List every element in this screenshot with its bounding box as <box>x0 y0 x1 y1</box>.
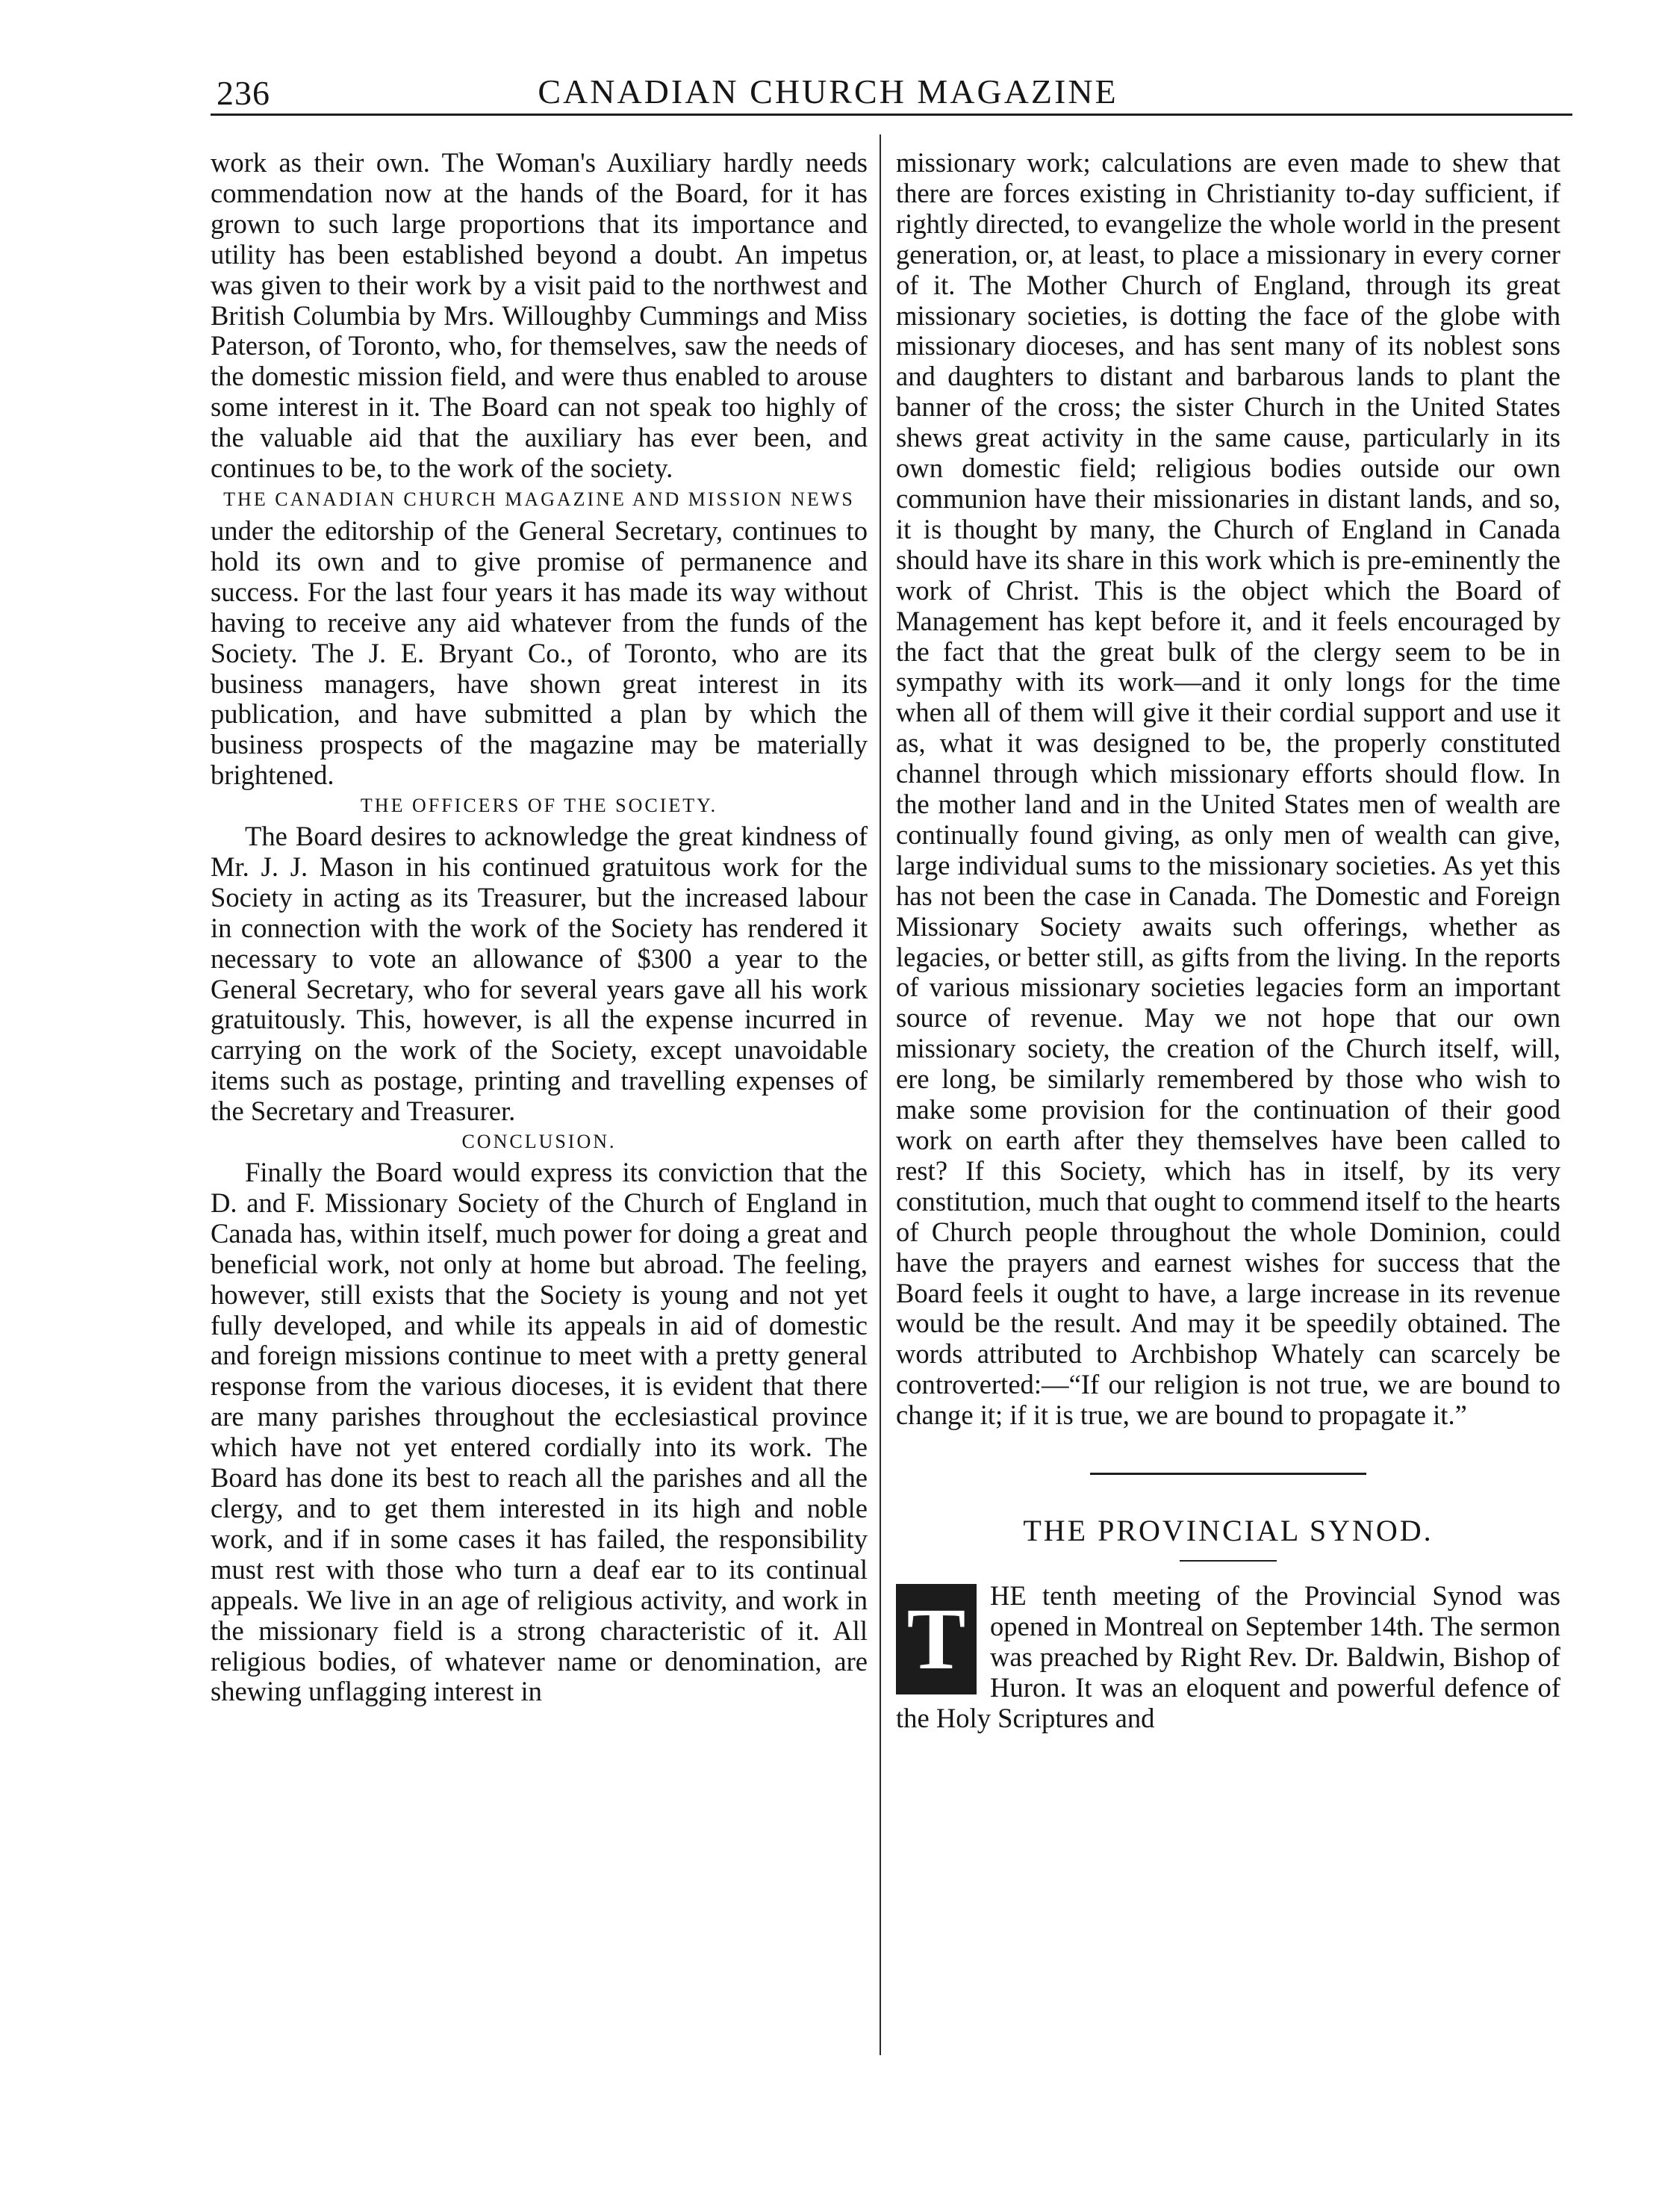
page-header <box>0 67 1656 134</box>
header-rule <box>211 114 1572 116</box>
ornamental-drop-cap: T <box>896 1584 977 1694</box>
paragraph-missionary-work: missionary work; calculations are even made to shew that there are forces existing in Christianity to-day sufficient, if rightly directed, to evangelize the whole world in the present generation, or, at least, to place a missionary in every corner of it. The Mother Church of England, through its great missionary societies, is dotting the face of the globe with missionary dioceses, and has sent many of its noblest sons and daughters to distant and barbarous lands to plant the banner of the cross; the sister Church in the United States shews great activity in the same cause, particularly in its own domestic field; religious bodies outside our own communion have their missionaries in distant lands, and so, it is thought by many, the Church of England in Canada should have its share in this work which is pre-eminently the work of Christ. This is the object which the Board of Management has kept before it, and it feels encouraged by the fact that the great bulk of the clergy seem to be in sympathy with its work—and it only longs for the time when all of them will give it their cordial support and use it as, what it was designed to be, the properly constituted channel through which missionary efforts should flow. In the mother land and in the United States men of wealth are continually found giving, as only men of wealth can give, large individual sums to the missionary societies. As yet this has not been the case in Canada. The Domestic and Foreign Missionary Society awaits such offerings, whether as legacies, or better still, as gifts from the living. In the reports of various missionary societies legacies form an important source of revenue. May we not hope that our own missionary society, the creation of the Church itself, will, ere long, be similarly remembered by those who wish to make some provision for the continuation of their good work on earth after they themselves have been called to rest? If this Society, which has in itself, by its very constitution, much that ought to commend itself to the hearts of Church people throughout the whole Dominion, could have the prayers and earnest wishes for success that the Board feels it ought to have, a large increase in its revenue would be the result. And may it be speedily obtained. The words attributed to Archbishop Whately can scarcely be controverted:—“If our religion is not true, we are bound to change it; if it is true, we are bound to propagate it.” <box>896 147 1560 1431</box>
title-underline-rule <box>1180 1560 1277 1562</box>
section-heading-officers: THE OFFICERS OF THE SOCIETY. <box>360 795 718 817</box>
synod-paragraph-text: HE tenth meeting of the Provincial Synod was opened in Montreal on September 14th. The sermon was preached by Right Rev. Dr. Baldwin, Bishop of Huron. It was an eloquent and powerful defence of the Holy Scriptures and <box>896 1580 1560 1733</box>
paragraph-conclusion: Finally the Board would express its conviction that the D. and F. Missionary Society of the Church of England in Canada has, within itself, much power for doing a great and beneficial work, not only at home but abroad. The feeling, however, still exists that the Society is young and not yet fully developed, and while its appeals in aid of domestic and foreign missions continue to meet with a pretty general response from the various dioceses, it is evident that there are many parishes throughout the ecclesiastical province which have not yet entered cordially into its work. The Board has done its best to reach all the parishes and all the clergy, and to get them interested in its high and noble work, and if in some cases it has failed, the responsibility must rest with those who turn a deaf ear to its continual appeals. We live in an age of religious activity, and work in the missionary field is a strong characteristic of it. All religious bodies, of whatever name or denomination, are shewing unflagging interest in <box>211 1157 868 1707</box>
section-heading-conclusion: CONCLUSION. <box>461 1131 617 1153</box>
paragraph-magazine: under the editorship of the General Secretary, continues to hold its own and to give promise of permanence and success. For the last four years it has made its way without having to receive any aid whatever from the funds of the Society. The J. E. Bryant Co., of Toronto, who are its business managers, have shown great interest in its publication, and have submitted a plan by which the business prospects of the magazine may be materially brightened. <box>211 515 868 791</box>
right-column <box>896 148 1560 1734</box>
left-column <box>211 148 868 1707</box>
section-heading-magazine: THE CANADIAN CHURCH MAGAZINE AND MISSION NEWS <box>223 488 855 510</box>
paragraph-officers: The Board desires to acknowledge the great kindness of Mr. J. J. Mason in his continued gratuitous work for the Society in acting as its Treasurer, but the increased labour in connection with the work of the Society has rendered it necessary to vote an allowance of $300 a year to the General Secretary, who for several years gave all his work gratuitously. This, however, is all the expense incurred in carrying on the work of the Society, except unavoidable items such as postage, printing and travelling expenses of the Secretary and Treasurer. <box>211 821 868 1127</box>
running-title: CANADIAN CHURCH MAGAZINE <box>538 72 1118 111</box>
paragraph-provincial-synod <box>896 1581 1560 1734</box>
paragraph-womans-auxiliary: work as their own. The Woman's Auxiliary hardly needs commendation now at the hands of the Board, for it has grown to such large proportions that its importance and utility has been established beyond a doubt. An impetus was given to their work by a visit paid to the northwest and British Columbia by Mrs. Willoughby Cummings and Miss Paterson, of Toronto, who, for themselves, saw the needs of the domestic mission field, and were thus enabled to arouse some interest in it. The Board can not speak too highly of the valuable aid that the auxiliary has ever been, and continues to be, to the work of the society. <box>211 147 868 484</box>
article-title-provincial-synod: THE PROVINCIAL SYNOD. <box>1023 1514 1434 1548</box>
page-number: 236 <box>217 74 270 112</box>
column-divider <box>880 134 881 2055</box>
section-divider-rule <box>1090 1473 1366 1475</box>
